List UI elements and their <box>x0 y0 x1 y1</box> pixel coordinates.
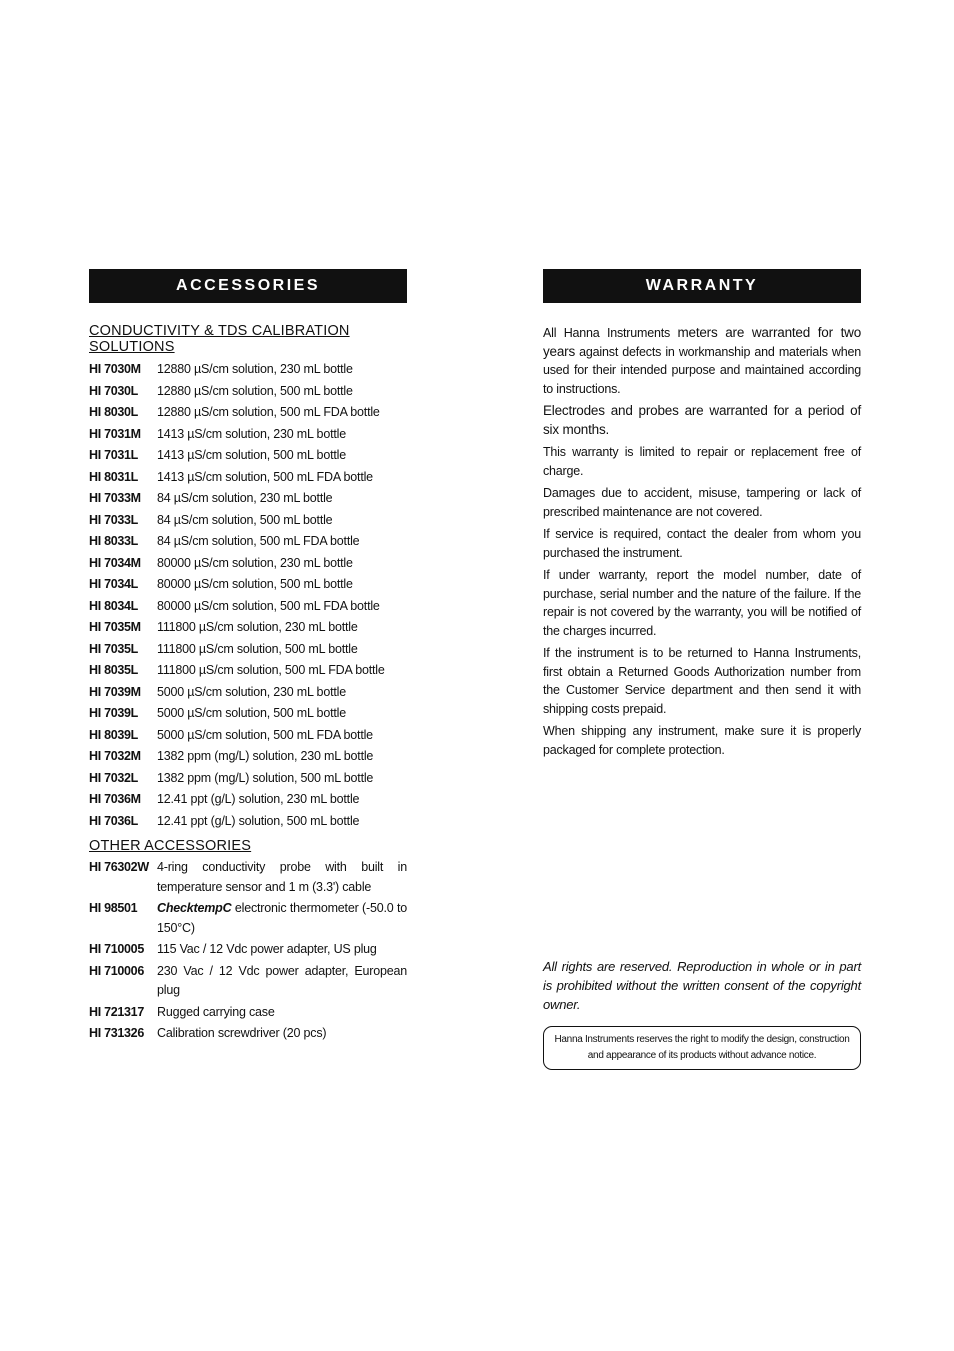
accessory-row <box>89 488 407 510</box>
accessory-row <box>89 811 407 833</box>
accessory-row <box>89 858 407 897</box>
accessory-row <box>89 639 407 661</box>
warranty-text: against defects in workmanship and materials when used for their intended purpose and maintained according to instructions. <box>543 344 861 396</box>
warranty-text: All Hanna Instruments <box>543 326 678 340</box>
accessory-row <box>89 789 407 811</box>
product-code: HI 7032L <box>89 770 139 785</box>
product-code: HI 8033L <box>89 534 139 548</box>
warranty-paragraph-report: If under warranty, report the model number, date of purchase, serial number and the nature of the failure. If the repair is not covered by the warranty, you will be notified of the charges incurred. <box>543 568 861 638</box>
product-description: 12.41 ppt (g/L) solution, 230 mL bottle <box>157 792 360 806</box>
product-description: 80000 µS/cm solution, 500 mL bottle <box>157 577 353 591</box>
calibration-solutions-list <box>89 359 407 832</box>
product-description: 115 Vac / 12 Vdc power adapter, US plug <box>157 942 377 956</box>
warranty-paragraph-meters <box>543 324 861 398</box>
product-description: 230 Vac / 12 Vdc power adapter, European plug <box>157 963 407 997</box>
accessory-row <box>89 617 407 639</box>
product-description: 84 µS/cm solution, 500 mL bottle <box>157 512 333 527</box>
warranty-paragraph-service: If service is required, contact the dealer from whom you purchased the instrument. <box>543 527 861 560</box>
accessory-row <box>89 725 407 747</box>
product-code: HI 710006 <box>89 963 144 978</box>
warranty-paragraph-electrodes: Electrodes and probes are warranted for a period of six months. <box>543 403 861 437</box>
product-code: HI 7031L <box>89 448 139 462</box>
product-code: HI 7036M <box>89 792 141 806</box>
product-code: HI 8035L <box>89 663 139 677</box>
accessory-row <box>89 510 407 532</box>
product-description: Calibration screwdriver (20 pcs) <box>157 1026 327 1040</box>
product-description: 111800 µS/cm solution, 500 mL FDA bottle <box>157 663 385 677</box>
accessory-row <box>89 768 407 790</box>
product-code: HI 7033L <box>89 512 139 527</box>
product-code: HI 7035M <box>89 620 141 634</box>
accessories-column <box>89 269 407 1046</box>
product-code: HI 7034L <box>89 577 139 591</box>
product-description: 111800 µS/cm solution, 500 mL bottle <box>157 641 358 656</box>
product-description: 5000 µS/cm solution, 230 mL bottle <box>157 684 346 699</box>
product-description: 12880 µS/cm solution, 230 mL bottle <box>157 362 353 376</box>
product-code: HI 8031L <box>89 469 139 484</box>
product-description: 1413 µS/cm solution, 500 mL FDA bottle <box>157 469 373 484</box>
accessory-row <box>89 402 407 424</box>
accessory-row <box>89 660 407 682</box>
product-description: 1382 ppm (mg/L) solution, 500 mL bottle <box>157 770 374 785</box>
warranty-paragraph-shipping: When shipping any instrument, make sure it is properly packaged for complete protection. <box>543 724 861 757</box>
product-description <box>157 899 407 938</box>
product-description: Rugged carrying case <box>157 1004 275 1019</box>
product-code: HI 7030M <box>89 362 141 376</box>
warranty-paragraph-damages: Damages due to accident, misuse, tampering or lack of prescribed maintenance are not covered. <box>543 486 861 519</box>
product-code: HI 98501 <box>89 901 138 915</box>
other-accessories-title: OTHER ACCESSORIES <box>89 838 252 854</box>
accessory-row <box>89 746 407 768</box>
accessory-row <box>89 596 407 618</box>
product-code: HI 7033M <box>89 491 141 505</box>
accessory-row <box>89 1003 407 1023</box>
warranty-paragraph-return: If the instrument is to be returned to Hanna Instruments, first obtain a Returned Goods Authorization number from the Customer Service department and then send it with shipping costs prepaid. <box>543 646 861 716</box>
product-description: 1382 ppm (mg/L) solution, 230 mL bottle <box>157 749 374 763</box>
accessory-row <box>89 424 407 446</box>
accessory-row <box>89 553 407 575</box>
product-code: HI 7035L <box>89 641 139 656</box>
modification-notice-box: Hanna Instruments reserves the right to modify the design, construction and appearance of its products without advance notice. <box>543 1026 861 1070</box>
accessory-row <box>89 381 407 403</box>
product-code: HI 7039L <box>89 706 139 720</box>
accessory-row <box>89 531 407 553</box>
product-description: 12880 µS/cm solution, 500 mL bottle <box>157 383 353 398</box>
calibration-solutions-title: CONDUCTIVITY & TDS CALIBRATION SOLUTIONS <box>89 323 350 355</box>
accessory-row <box>89 682 407 704</box>
product-code: HI 76302W <box>89 860 149 874</box>
accessory-row <box>89 467 407 489</box>
accessory-row <box>89 703 407 725</box>
accessory-row <box>89 359 407 381</box>
description-text: electronic thermometer (-50.0 to 150°C) <box>157 901 407 935</box>
other-accessories-list <box>89 858 407 1044</box>
product-code: HI 7031M <box>89 426 141 441</box>
accessory-row <box>89 574 407 596</box>
product-description: 111800 µS/cm solution, 230 mL bottle <box>157 620 358 634</box>
product-code: HI 710005 <box>89 942 144 956</box>
accessory-row <box>89 962 407 1001</box>
rights-statement: All rights are reserved. Reproduction in whole or in part is prohibited without the written consent of the copyright owner. <box>543 959 861 1012</box>
product-description: 12.41 ppt (g/L) solution, 500 mL bottle <box>157 813 360 828</box>
product-description: 4-ring conductivity probe with built in temperature sensor and 1 m (3.3') cable <box>157 860 407 894</box>
product-code: HI 7039M <box>89 684 141 699</box>
product-code: HI 8030L <box>89 405 139 419</box>
product-description: 5000 µS/cm solution, 500 mL bottle <box>157 706 346 720</box>
product-description: 80000 µS/cm solution, 230 mL bottle <box>157 555 353 570</box>
warranty-emphasis: meters are warranted for two years <box>543 325 861 359</box>
accessory-row <box>89 445 407 467</box>
warranty-paragraph-limit: This warranty is limited to repair or replacement free of charge. <box>543 445 861 478</box>
accessory-row <box>89 940 407 960</box>
warranty-header: WARRANTY <box>543 269 861 303</box>
product-code: HI 7030L <box>89 383 139 398</box>
product-description: 1413 µS/cm solution, 230 mL bottle <box>157 426 346 441</box>
product-code: HI 7032M <box>89 749 141 763</box>
product-description: 12880 µS/cm solution, 500 mL FDA bottle <box>157 405 380 419</box>
warranty-column <box>543 269 861 763</box>
product-code: HI 7034M <box>89 555 141 570</box>
accessory-row <box>89 1024 407 1044</box>
product-code: HI 721317 <box>89 1004 144 1019</box>
product-description: 5000 µS/cm solution, 500 mL FDA bottle <box>157 727 373 742</box>
product-description: 84 µS/cm solution, 500 mL FDA bottle <box>157 534 360 548</box>
product-code: HI 8034L <box>89 598 139 613</box>
product-code: HI 8039L <box>89 727 139 742</box>
accessories-header: ACCESSORIES <box>89 269 407 303</box>
product-description: 1413 µS/cm solution, 500 mL bottle <box>157 448 346 462</box>
product-description: 84 µS/cm solution, 230 mL bottle <box>157 491 333 505</box>
product-code: HI 731326 <box>89 1026 144 1040</box>
product-description: 80000 µS/cm solution, 500 mL FDA bottle <box>157 598 380 613</box>
product-code: HI 7036L <box>89 813 139 828</box>
brand-name: ChecktempC <box>157 901 232 915</box>
accessory-row <box>89 899 407 938</box>
